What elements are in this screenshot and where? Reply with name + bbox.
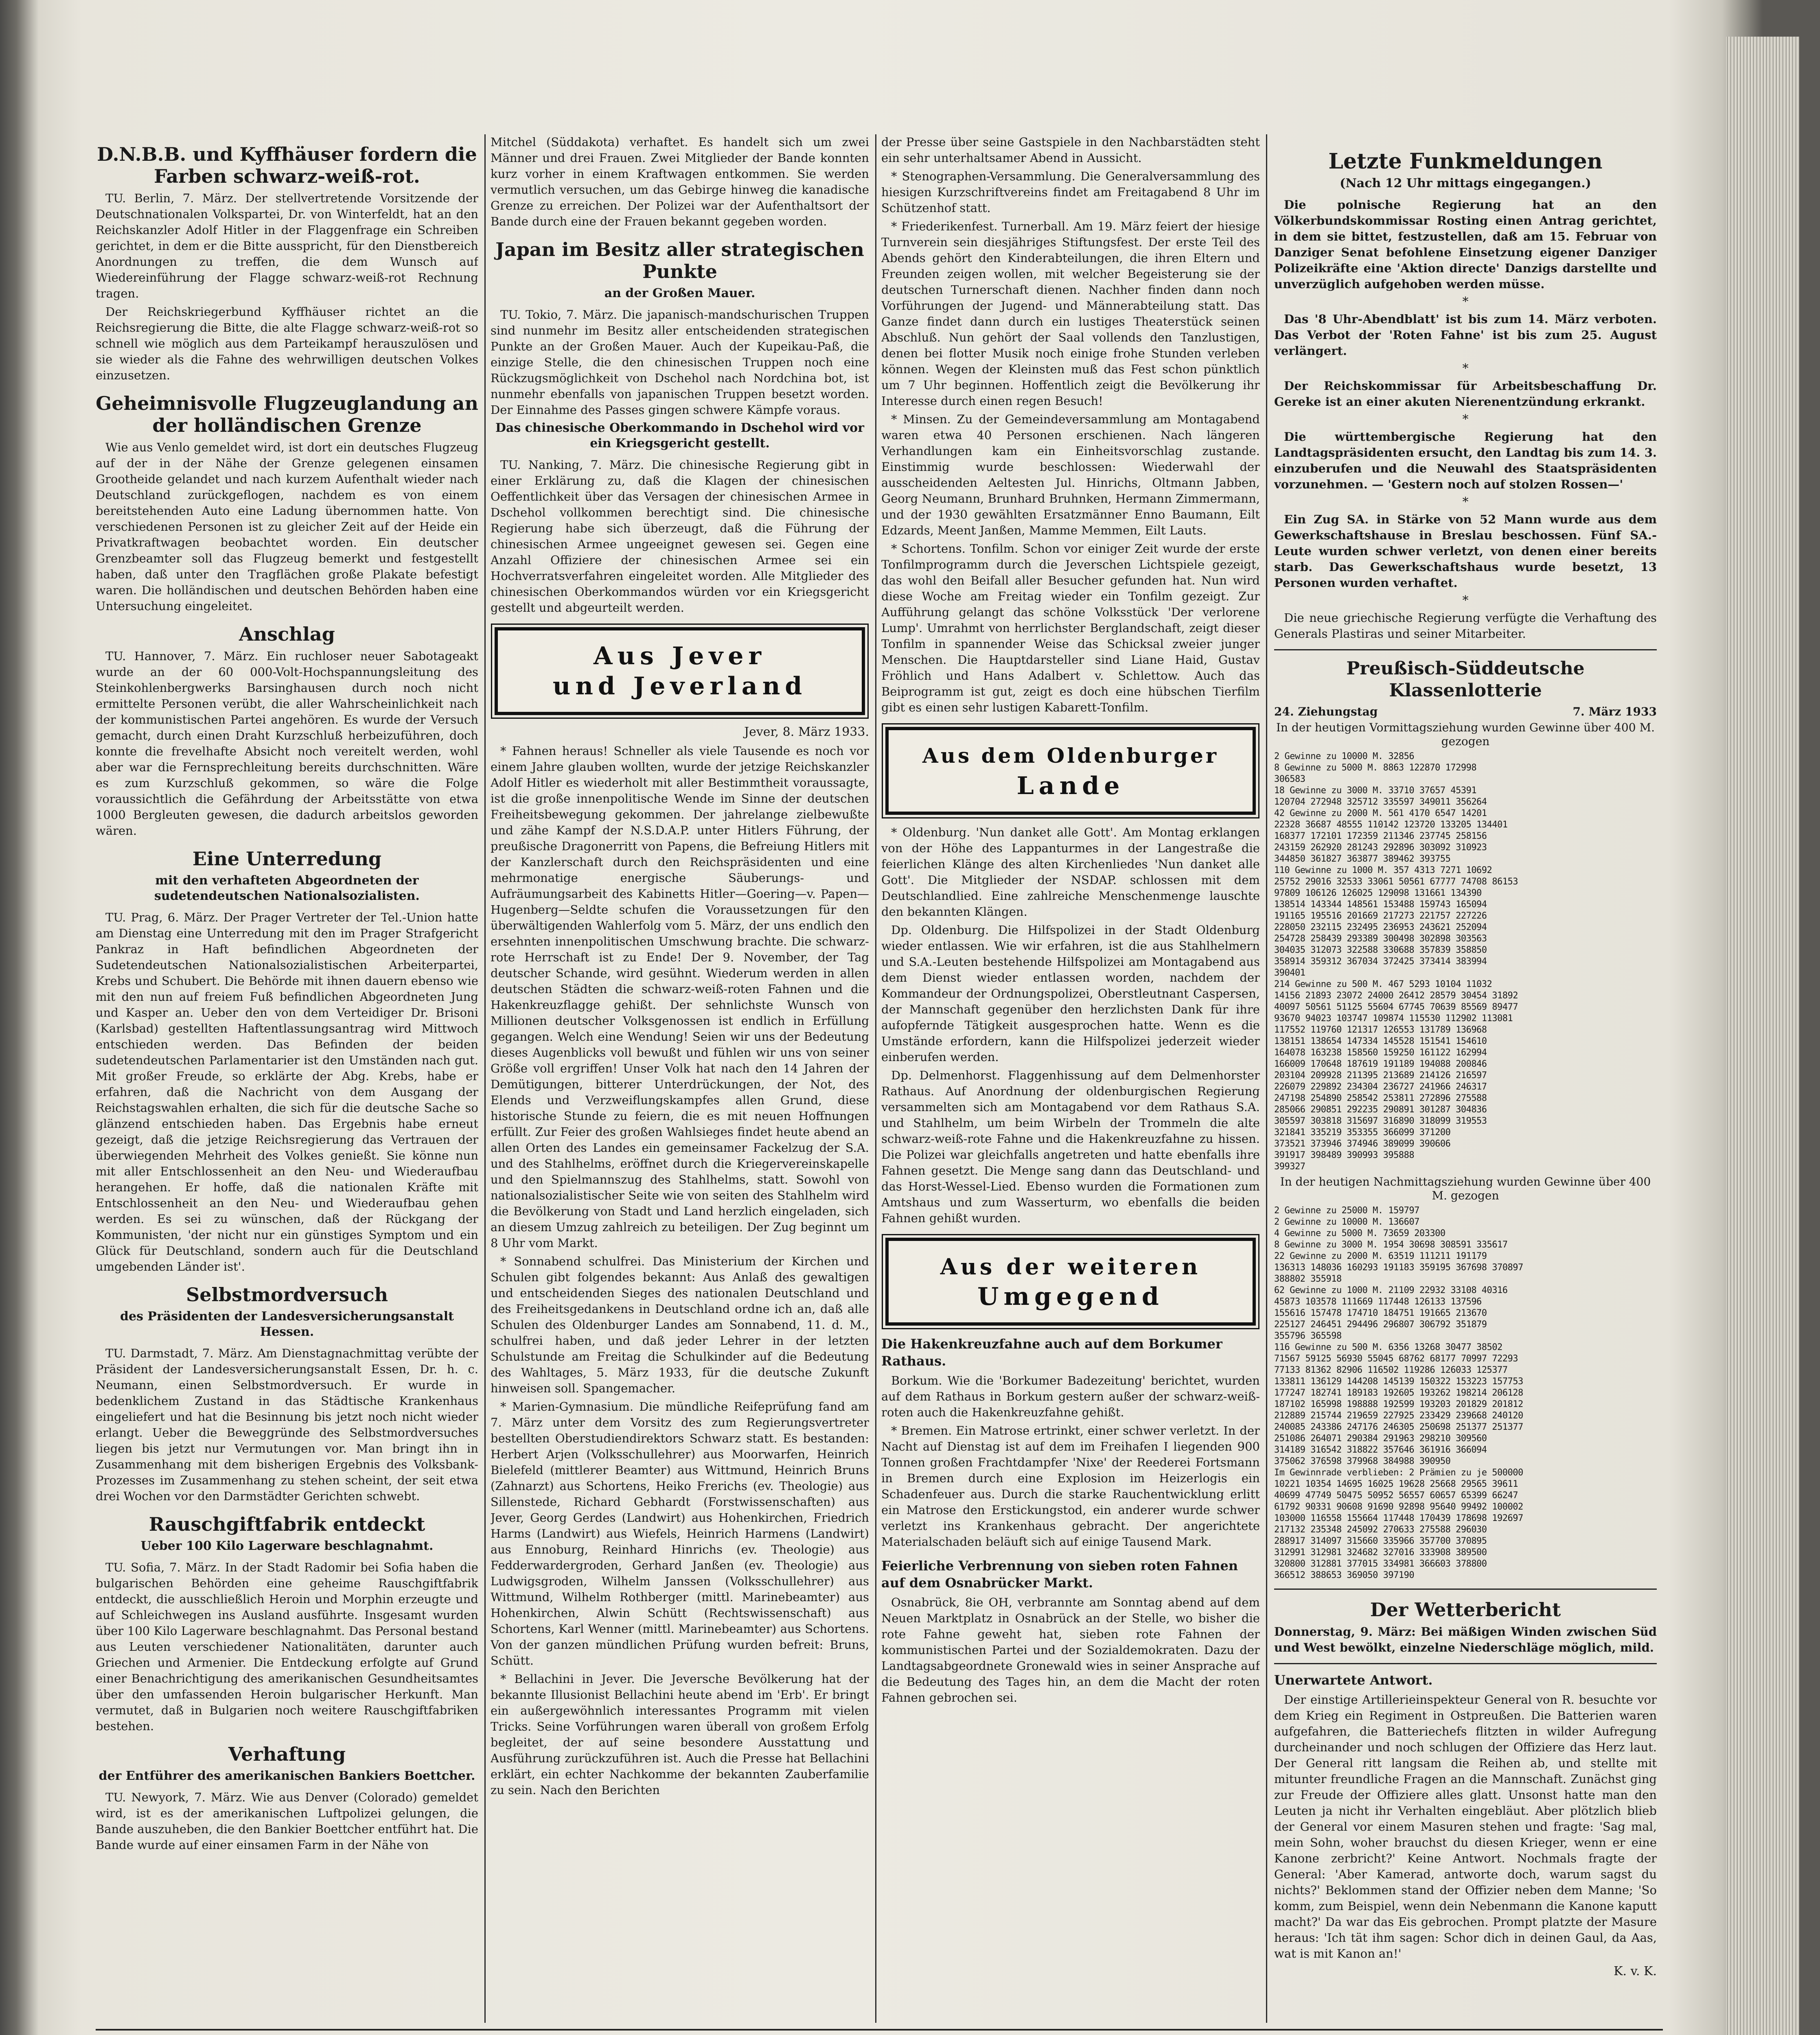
lottery-line: 243159 262920 281243 292896 303092 310923 [1274, 842, 1487, 853]
section-rule [1274, 1589, 1657, 1590]
lottery-line: 191165 195516 201669 217273 221757 227226 [1274, 911, 1487, 921]
lottery-line: 10221 10354 14695 16025 19628 25668 29565 39611 [1274, 1479, 1518, 1489]
subheadline: Feierliche Verbrennung von sieben roten Fahnen auf dem Osnabrücker Markt. [881, 1558, 1238, 1591]
lottery-line: 391917 398489 390993 395888 [1274, 1150, 1415, 1160]
bottom-rule [96, 2029, 1663, 2031]
story-title: Unerwartete Antwort. [1274, 1672, 1433, 1688]
headline-unterredung: Eine Unterredung [192, 848, 382, 870]
lottery-line: 138151 138654 147334 145528 151541 154610 [1274, 1036, 1487, 1046]
lottery-line: 285066 290851 292235 290891 301287 304836 [1274, 1105, 1487, 1115]
page-edge-stack [1726, 37, 1799, 2035]
lottery-line: 4 Gewinne zu 5000 M. 73659 203300 [1274, 1228, 1445, 1239]
article-paragraph: Der Reichskriegerbund Kyffhäuser richtet an die Reichsregierung die Bitte, die alte Flagge schwarz-weiß-rot so schnell wie möglich aus dem Parteikampf herauszulösen und sie wieder als die Fahne des wehrwilligen deutschen Volkes einzusetzen. [96, 305, 478, 382]
lottery-line: 2 Gewinne zu 25000 M. 159797 [1274, 1206, 1419, 1216]
section-header-line: Lande [1016, 772, 1125, 800]
article-paragraph: * Bellachini in Jever. Die Jeversche Bevölkerung hat der bekannte Illusionist Bellachini heute abend im 'Erb'. Er bringt ein außergewöhnlich interessantes Programm mit vielen Tricks. Seine Vorführungen waren überall von großem Erfolg begleitet, der auf seine besondere Ausstattung und Ausführung zurückzuführen ist. Auch die Presse hat Bellachini erklärt, ein echter Nachkomme der bekannten Zauberfamilie zu sein. Nach den Berichten [491, 1672, 869, 1797]
article-paragraph: TU. Berlin, 7. März. Der stellvertretende Vorsitzende der Deutschnationalen Volkspartei, Dr. von Winterfeldt, hat an den Reichskanzler Adolf Hitler in der Flaggenfrage ein Schreiben gerichtet, in dem er die Bitte ausspricht, für den Dienstbereich Anordnungen zu treffen, die dem Wunsch auf Wiedereinführung der Flagge schwarz-weiß-rot Rechnung tragen. [96, 191, 478, 300]
section-header-umgegend [885, 1238, 1256, 1326]
article-paragraph: * Oldenburg. 'Nun danket alle Gott'. Am Montag erklangen von der Höhe des Lappanturmes in der Langestraße die feierlichen Klänge des alten Kirchenliedes 'Nun danket alle Gott'. Die Mitglieder der NSDAP. schlossen mit dem Deutschlandlied. Eine zahlreiche Menschenmenge lauschte den bekannten Klängen. [881, 825, 1260, 919]
lottery-line: 254728 258439 293389 300498 302898 303563 [1274, 934, 1487, 944]
headline-anschlag: Anschlag [239, 623, 335, 645]
separator-star: * [1462, 593, 1469, 608]
section-rule [1274, 649, 1657, 650]
headline-funkmeldungen: Letzte Funkmeldungen [1328, 149, 1603, 174]
lottery-line: 168377 172101 172359 211346 237745 258156 [1274, 831, 1487, 841]
article-paragraph: TU. Prag, 6. März. Der Prager Vertreter der Tel.-Union hatte am Dienstag eine Unterredung mit den im Prager Strafgericht Pankraz in Haft befindlichen Abgeordneten der Sudetendeutschen Nationalsozialistischen Arbeiterpartei, Krebs und Schubert. Die Behörde mit ihnen dauern ebenso wie mit den nun auf freiem Fuß befindlichen Abgeordneten Jung und Kasper an. Ueber den von dem Verteidiger Dr. Brisoni (Karlsbad) gestellten Haftentlassungsantrag wird Mittwoch entschieden werden. Das Befinden der beiden sudetendeutschen Parlamentarier ist den Umständen nach gut. Mit großer Freude, so erklärte der Abg. Krebs, habe er erfahren, daß die Nachricht von dem Ausgang der Reichstagswahlen erhalten, die sich für die deutsche Sache so glänzend entschieden haben. Das Ergebnis habe erneut gezeigt, daß die jetzige Reichsregierung das Vertrauen der überwiegenden Mehrheit des Volkes genießt. Sie könne nun mit aller Entschlossenheit an den Neu- und Wiederaufbau herangehen. Er hoffe, daß die nationalen Kräfte mit Entschlossenheit an den Neu- und Wiederaufbau gehen werden. Es sei zu wünschen, daß der Rückgang der Kommunisten, 'der nicht nur ein günstiges Symptom und ein Glück für Deutschland, sondern auch für die Deutschland umgebenden Länder ist'. [96, 910, 478, 1274]
separator-star: * [1462, 495, 1469, 509]
lottery-line: 40699 47749 50475 50952 56557 60657 65399 66247 [1274, 1490, 1518, 1501]
article-paragraph: Dp. Delmenhorst. Flaggenhissung auf dem Delmenhorster Rathaus. Auf Anordnung der oldenburgischen Regierung versammelten sich am Montagabend vor dem Rathaus S.A. und Stahlhelm, um beim Wirbeln der Trommeln die alte schwarz-weiß-rote Fahne und die Hakenkreuzfahne zu hissen. Die Polizei war gleichfalls angetreten und hatte ebenfalls ihre Fahnen gesetzt. Die Menge sang dann das Deutschland- und das Horst-Wessel-Lied. Ebenso wurden die Formationen zum Amtshaus und zum Wasserturm, wo ebenfalls die beiden Fahnen gehißt wurden. [881, 1068, 1260, 1225]
separator-star: * [1462, 295, 1469, 309]
lottery-date: 7. März 1933 [1573, 705, 1657, 718]
lottery-line: 136313 148036 160293 191183 359195 367698 370897 [1274, 1263, 1523, 1273]
lottery-line: 42 Gewinne zu 2000 M. 561 4170 6547 14201 [1274, 808, 1487, 818]
column-rule [484, 134, 486, 2023]
subheadline: Ueber 100 Kilo Lagerware beschlagnahmt. [140, 1539, 434, 1553]
separator-star: * [1462, 412, 1469, 427]
lottery-intro: In der heutigen Nachmittagsziehung wurden Gewinne über 400 M. gezogen [1280, 1175, 1651, 1202]
subheadline: Das chinesische Oberkommando in Dschehol wird vor ein Kriegsgericht gestellt. [495, 421, 864, 451]
separator-star: * [1462, 361, 1469, 376]
headline-verhaftung: Verhaftung [228, 1743, 346, 1765]
lottery-line: 314189 316542 318822 357646 361916 366094 [1274, 1445, 1487, 1455]
section-header-jever [495, 627, 865, 715]
news-item: Die neue griechische Regierung verfügte die Verhaftung des Generals Plastiras und seiner Mitarbeiter. [1274, 611, 1657, 641]
article-paragraph: * Marien-Gymnasium. Die mündliche Reifeprüfung fand am 7. März unter dem Vorsitz des zum Regierungsvertreter bestellten Oberstudiendirektors Schwarz statt. Es bestanden: Herbert Arjen (Volksschullehrer) aus Moorwarfen, Heinrich Bielefeld (mittlerer Beamter) aus Wittmund, Heinrich Bruns (Zahnarzt) aus Schortens, Heiko Frerichs (ev. Theologie) aus Sillenstede, Richard Gebhardt (Forstwissenschaften) aus Jever, Georg Gerdes (Landwirt) aus Hohenkirchen, Friedrich Harms (Landwirt) aus Wiefels, Heinrich Harmens (Landwirt) aus Ennoburg, Reinhard Hinrichs (ev. Theologie) aus Fedderwardergroden, Gerhard Janßen (ev. Theologie) aus Ludwigsgroden, Wilhelm Janssen (Volksschullehrer) aus Wittmund, Wilhelm Rothberger (mittl. Marinebeamter) aus Hohenkirchen, Alwin Schütt (Rechtswissenschaft) aus Schortens, Karl Wenner (mittl. Marinebeamter) aus Schortens. Von der ganzen mündlichen Prüfung wurden befreit: Bruns, Schütt. [491, 1400, 869, 1667]
column-1 [96, 134, 478, 2023]
lottery-line: 373521 373946 374946 389099 390606 [1274, 1139, 1451, 1149]
article-paragraph: * Stenographen-Versammlung. Die Generalversammlung des hiesigen Kurzschriftvereins findet am Freitagabend 8 Uhr im Schützenhof statt. [881, 169, 1260, 215]
dateline: Jever, 8. März 1933. [744, 725, 869, 739]
headline-rauschgiftfabrik: Rauschgiftfabrik entdeckt [149, 1513, 425, 1535]
article-paragraph: TU. Darmstadt, 7. März. Am Dienstagnachmittag verübte der Präsident der Landesversicherungsanstalt Essen, Dr. h. c. Neumann, einen Selbstmordversuch. Er wurde in bedenklichem Zustand in das Städtische Krankenhaus eingeliefert und hat die Besinnung bis jetzt noch nicht wieder erlangt. Ueber die Beweggründe des Selbstmordversuches liegen bis jetzt nur Vermutungen vor. Man bringt ihn in Zusammenhang mit dem bisherigen Ergebnis des Volksbank-Prozesses im Zusammenhang zu stehen scheint, der seit etwa drei Wochen vor den Darmstädter Gerichten schwebt. [96, 1346, 478, 1503]
subheadline: mit den verhafteten Abgeordneten der sudetendeutschen Nationalsozialisten. [154, 873, 420, 903]
lottery-line: 166009 170648 187619 191189 194088 200846 [1274, 1059, 1487, 1069]
lottery-line: 203104 209928 211395 213689 214126 216597 [1274, 1070, 1487, 1081]
section-header-line: und Jeverland [552, 672, 807, 700]
news-item: Der Reichskommissar für Arbeitsbeschaffung Dr. Gereke ist an einer akuten Nierenentzündung erkrankt. [1274, 379, 1657, 409]
lottery-draw-day: 24. Ziehungstag [1274, 705, 1378, 718]
lottery-line: Im Gewinnrade verblieben: 2 Prämien zu je 500000 [1274, 1468, 1523, 1478]
lottery-line: 61792 90331 90608 91690 92898 95640 99492 100002 [1274, 1502, 1523, 1512]
lottery-line: 214 Gewinne zu 500 M. 467 5293 10104 11032 [1274, 979, 1492, 989]
lottery-line: 2 Gewinne zu 10000 M. 136607 [1274, 1217, 1419, 1227]
lottery-line: 366512 388653 369050 397190 [1274, 1570, 1415, 1580]
article-paragraph: * Fahnen heraus! Schneller als viele Tausende es noch vor einem Jahre glauben wollten, wurde der jetzige Reichskanzler Adolf Hitler es wiederholt mit aller Bestimmtheit voraussagte, ist die große innenpolitische Wende im Sinne der deutschen Freiheitsbewegung gekommen. Der jahrelange zielbewußte und zähe Kampf der N.S.D.A.P. unter Hitlers Führung, der preußische Dragonerritt von Papens, die Befreiung Hitlers mit der Kanzlerschaft durch den Reichspräsidenten und eine mehrmonatige energische Säuberungs- und Aufräumungsarbeit des Kabinetts Hitler—Goering—v. Papen—Hugenberg—Seldte schufen die Voraussetzungen für den überwältigenden Wahlerfolg vom 5. März, der uns endlich den ersehnten innenpolitischen Umschwung brachte. Die schwarz-rote Herrschaft ist zu Ende! Der 9. November, der Tag deutscher Schande, wird gesühnt. Wiederum werden in allen deutschen Städten die schwarz-weiß-roten Fahnen und die Hakenkreuzflagge gehißt. Der sehnlichste Wunsch von Millionen deutscher Volksgenossen ist endlich in Erfüllung gegangen. Welch eine Wendung! Seien wir uns der Bedeutung dieses Augenblicks voll bewußt und fühlen wir uns von seiner Größe voll ergriffen! Unser Volk hat nach den 14 Jahren der Demütigungen, bitterer Unterdrückungen, der Not, des Elends und Verzweiflungskampfes allen Grund, diese historische Stunde zu feiern, die es mit neuen Hoffnungen erfüllt. Zur Feier des großen Wahlsieges findet heute abend an allen Orten des Landes ein gemeinsamer Fackelzug der S.A. und des Stahlhelms, eröffnet durch die Kriegervereinskapelle und den Spielmannszug des Stahlhelms, statt. Sowohl von nationalsozialistischer Seite wie von seiten des Stahlhelm wird die Bevölkerung von Stadt und Land herzlich eingeladen, sich an diesem Umzug zahlreich zu beteiligen. Der Zug beginnt um 8 Uhr vom Markt. [491, 744, 869, 1250]
lottery-line: 240085 243386 247176 246305 250698 251377 251377 [1274, 1422, 1523, 1432]
lottery-line: 358914 359312 367034 372425 373414 383994 [1274, 956, 1487, 967]
lottery-line: 187102 165998 198888 192599 193203 201829 201812 [1274, 1399, 1523, 1409]
article-paragraph: * Minsen. Zu der Gemeindeversammlung am Montagabend waren etwa 40 Personen erschienen. Nach längeren Verhandlungen kam ein Einheitsvorschlag zustande. Einstimmig wurde beschlossen: Wiederwahl der ausscheidenden Aeltesten Jul. Hinrichs, Oltmann Jabben, Georg Neumann, Brunhard Bruhnken, Hermann Zimmermann, und der 1930 gewählten Ersatzmänner Enno Baumann, Eilt Edzards, Meent Janßen, Mamme Memmen, Eilt Lauts. [881, 412, 1260, 537]
column-3 [881, 134, 1260, 2023]
lottery-line: 344850 361827 363877 389462 393755 [1274, 854, 1451, 864]
article-paragraph: Mitchel (Süddakota) verhaftet. Es handelt sich um zwei Männer und drei Frauen. Zwei Mitglieder der Bande konnten kurz vorher in einem Kraftwagen entkommen. Sie werden vermutlich versuchen, um das Gebirge hinweg die kanadische Grenze zu erreichen. Der Polizei war der Aufenthaltsort der Bande durch eine der Frauen bekannt gegeben worden. [491, 135, 869, 228]
lottery-line: 62 Gewinne zu 1000 M. 21109 22932 33108 40316 [1274, 1285, 1508, 1295]
lottery-line: 375062 376598 379968 384988 390950 [1274, 1456, 1451, 1466]
lottery-line: 226079 229892 234304 236727 241966 246317 [1274, 1082, 1487, 1092]
lottery-line: 320800 312881 377015 334981 366603 378800 [1274, 1559, 1487, 1569]
lottery-line: 305597 303818 315697 316890 318099 319553 [1274, 1116, 1487, 1126]
lottery-line: 399327 [1274, 1162, 1305, 1172]
lottery-line: 103000 116558 155664 117448 170439 178698 192697 [1274, 1513, 1523, 1523]
lottery-line: 212889 215744 219659 227925 233429 239668 240120 [1274, 1411, 1523, 1421]
article-paragraph: TU. Hannover, 7. März. Ein ruchloser neuer Sabotageakt wurde an der 60 000-Volt-Hochspannungsleitung des Steinkohlenbergwerks Barsinghausen durch noch nicht ermittelte Personen verübt, die aller Wahrscheinlichkeit nach der kommunistischen Partei angehören. Es wurde der Versuch gemacht, durch einen Draht Kurzschluß herbeizuführen, doch konnte die frevelhafte Absicht noch vereitelt werden, wohl aber war die Fernsprechleitung bereits durchschnitten. Wäre es zum Kurzschluß gekommen, so wäre die Folge voraussichtlich die Gefährdung der Arbeitsstätte von etwa 1000 Bergleuten gewesen, die dadurch arbeitslos geworden wären. [96, 649, 478, 838]
lottery-line: 40097 50561 51125 55604 67745 70639 85569 89477 [1274, 1002, 1518, 1012]
lottery-line: 18 Gewinne zu 3000 M. 33710 37657 45391 [1274, 786, 1477, 796]
news-item: Ein Zug SA. in Stärke von 52 Mann wurde aus dem Gewerkschaftshause in Breslau beschossen. Fünf SA.-Leute wurden schwer verletzt, von denen einer bereits starb. Das Gewerkschaftshaus wurde besetzt, 13 Personen wurden verhaftet. [1274, 512, 1657, 590]
lottery-meta [1274, 705, 1657, 718]
lottery-line: 77133 81362 82906 116502 119286 126033 125377 [1274, 1365, 1508, 1375]
section-header-line: Aus Jever [593, 642, 767, 670]
lottery-line: 306583 [1274, 774, 1305, 784]
lottery-line: 288917 314097 315660 335966 357700 370895 [1274, 1536, 1487, 1546]
headline-flugzeuglandung: Geheimnisvolle Flugzeuglandung an der holländischen Grenze [96, 392, 478, 436]
lottery-line: 388802 355918 [1274, 1274, 1342, 1284]
lottery-line: 93670 94023 103747 109874 115530 112902 113081 [1274, 1013, 1513, 1024]
section-header-line: Aus dem Oldenburger [922, 744, 1219, 768]
lottery-line: 133811 136129 144208 145139 150322 153223 157753 [1274, 1376, 1523, 1387]
column-2 [491, 134, 869, 2023]
lottery-line: 25752 29016 32533 33061 50561 67777 74708 86153 [1274, 877, 1518, 887]
weather-text: Donnerstag, 9. März: Bei mäßigen Winden zwischen Süd und West bewölkt, einzelne Niederschläge möglich, mild. [1274, 1625, 1657, 1654]
lottery-line: 8 Gewinne zu 3000 M. 1954 30698 308591 335617 [1274, 1240, 1508, 1250]
story-text: Der einstige Artillerieinspekteur General von R. besuchte vor dem Krieg ein Regiment in Ostpreußen. Die Batterien waren aufgefahren, die Batteriechefs flitzten in wilder Aufregung durcheinander und noch schlugen der Offiziere das Herz laut. Der General ritt langsam die Reihen ab, und stellte mit mitunter freundliche Fragen an die Mannschaft. Zunächst ging zur Freude der Offiziere alles glatt. Unsonst hatte man den Leuten ja nicht ihr Verhalten eingebläut. Aber plötzlich blieb der General vor einem Masuren stehen und fragte: 'Sag mal, mein Sohn, woher brauchst du diesen Krieger, wenn er eine Kanone zerbricht?' Keine Antwort. Nochmals fragte der General: 'Aber Kamerad, antworte doch, warum sagst du nichts?' Beklommen stand der Offizier neben dem Manne; 'So komm, zum Beispiel, wenn dein Nebenmann die Kanone kaputt macht?' Da war das Eis gebrochen. Prompt platzte der Masure heraus: 'Ich tät ihm sagen: Schor dich in deinen Gaul, da Aas, wat is mit Kanon an!' [1274, 1693, 1657, 1961]
lottery-line: 321841 335219 353355 366099 371200 [1274, 1127, 1451, 1138]
lottery-line: 22328 36687 48555 110142 123720 133205 134401 [1274, 820, 1508, 830]
lottery-line: 225127 246451 294496 296807 306792 351879 [1274, 1319, 1487, 1330]
lottery-line: 355796 365598 [1274, 1331, 1342, 1341]
lottery-line: 164078 163238 158560 159250 161122 162994 [1274, 1048, 1487, 1058]
lottery-line: 228050 232115 232495 236953 243621 252094 [1274, 922, 1487, 932]
column-rule [875, 134, 876, 2023]
article-paragraph: * Friederikenfest. Turnerball. Am 19. März feiert der hiesige Turnverein sein diesjähriges Stiftungsfest. Der erste Teil des Abends gehört den Kinderabteilungen, die ihren Eltern und Freunden zeigen wollen, mit welcher Begeisterung sie der deutschen Turnerschaft dienen. Nachher finden dann noch Vorführungen der Jugend- und Männerabteilung statt. Das Ganze findet dann durch ein lustiges Theaterstück seinen Abschluß. Nun gehört der Saal vollends den Tanzlustigen, denen bei flotter Musik noch einige frohe Stunden verleben können. Wegen der Kleinsten muß das Fest schon pünktlich um 7 Uhr beginnen. Hoffentlich zeigt die Bevölkerung ihr Interesse durch einen regen Besuch! [881, 219, 1260, 408]
article-paragraph: der Presse über seine Gastspiele in den Nachbarstädten steht ein sehr unterhaltsamer Abend in Aussicht. [881, 135, 1260, 165]
lottery-line: 22 Gewinne zu 2000 M. 63519 111211 191179 [1274, 1251, 1487, 1261]
lottery-line: 110 Gewinne zu 1000 M. 357 4313 7271 10692 [1274, 865, 1492, 875]
lottery-line: 2 Gewinne zu 10000 M. 32856 [1274, 751, 1415, 761]
article-paragraph: * Schortens. Tonfilm. Schon vor einiger Zeit wurde der erste Tonfilmprogramm durch die Jeverschen Lichtspiele gezeigt, das wohl den Beifall aller Besucher gefunden hat. Nun wird diese Woche am Freitag wieder ein Tonfilm gezeigt. Zur Aufführung gelangt das schöne Volksstück 'Der verlorene Lump'. Umrahmt von herrlichster Berglandschaft, zeigt dieser Tonfilm in spannender Weise das Schicksal zweier junger Menschen. Die Hauptdarsteller sind Liane Haid, Gustav Fröhlich und Hans Adalbert v. Schlettow. Auch das Beiprogramm ist gut, zeigt es doch eine hübschen Tierfilm gibt es einen sehr lustigen Kabarett-Tonfilm. [881, 542, 1260, 714]
lottery-line: 177247 182741 189183 192605 193262 198214 206128 [1274, 1388, 1523, 1398]
lottery-line: 312991 312981 324682 327016 333908 389500 [1274, 1547, 1487, 1558]
lottery-line: 247198 254890 258542 253811 272896 275588 [1274, 1093, 1487, 1103]
lottery-line: 97809 106126 126025 129098 131661 134390 [1274, 888, 1482, 898]
subheadline: der Entführer des amerikanischen Bankiers Boettcher. [99, 1769, 475, 1783]
lottery-line: 45873 103578 111669 117448 126133 137596 [1274, 1297, 1482, 1307]
lottery-line: 116 Gewinne zu 500 M. 6356 13268 30477 38502 [1274, 1342, 1502, 1352]
column-4 [1274, 134, 1657, 2023]
article-paragraph: TU. Sofia, 7. März. In der Stadt Radomir bei Sofia haben die bulgarischen Behörden eine geheime Rauschgiftfabrik entdeckt, die ausschließlich Heroin und Morphin erzeugte und auf Schleichwegen ins Ausland ausführte. Insgesamt wurden über 100 Kilo Lagerware beschlagnahmt. Das Personal bestand aus Leuten verschiedener Nationalitäten, darunter auch Griechen und Armenier. Die Entdeckung erfolgte auf Grund einer Benachrichtigung des amerikanischen Gesundheitsamtes über den umfassenden Heroin bulgarischer Herkunft. Man vermutet, daß in Bulgarien noch weitere Rauschgiftfabriken bestehen. [96, 1560, 478, 1733]
lottery-list-morning [1274, 751, 1657, 1173]
article-paragraph: Dp. Oldenburg. Die Hilfspolizei in der Stadt Oldenburg wieder entlassen. Wie wir erfahren, ist die aus Stahlhelmern und S.A.-Leuten bestehende Hilfspolizei am Montagabend aus dem Dienst wieder entlassen worden, nachdem der Kommandeur der Ordnungspolizei, Oberstleutnant Caspersen, der Mannschaft gegenüber den herzlichsten Dank für ihre aufopfernde Tätigkeit ausgesprochen hatte. Wenn es die Umstände erfordern, kann die Hilfspolizei jederzeit wieder einberufen werden. [881, 923, 1260, 1064]
article-paragraph: TU. Tokio, 7. März. Die japanisch-mandschurischen Truppen sind nunmehr im Besitz aller entscheidenden strategischen Punkte an der Großen Mauer. Auch der Kupeikau-Paß, die einzige Stelle, die den chinesischen Truppen noch eine Rückzugsmöglichkeit von Dschehol nach Nordchina bot, ist nunmehr ebenfalls von japanischen Truppen besetzt worden. Der Einnahme des Passes gingen schwere Kämpfe voraus. [491, 308, 869, 417]
lottery-line: 138514 143344 148561 153488 159743 165094 [1274, 899, 1487, 910]
article-paragraph: * Sonnabend schulfrei. Das Ministerium der Kirchen und Schulen gibt folgendes bekannt: Aus Anlaß des gewaltigen und entscheidenden Sieges des nationalen Deutschland und des Freiheitsgedankens in Deutschland ordne ich an, daß alle Schulen des Oldenburger Landes am Sonnabend, 11. d. M., schulfrei haben, und daß jeder Lehrer in der letzten Schulstunde am Freitag die Schulkinder auf die Bedeutung des Wahltages, 5. März 1933, für die deutsche Zukunft hinweisen soll. Spangemacher. [491, 1254, 869, 1395]
lottery-line: 251086 264071 290384 291963 298210 309560 [1274, 1433, 1487, 1444]
article-paragraph: TU. Newyork, 7. März. Wie aus Denver (Colorado) gemeldet wird, ist es der amerikanischen Luftpolizei gelungen, die Bande auszuheben, die den Bankier Boettcher entführt hat. Die Bande wurde auf einer einsamen Farm in der Nähe von [96, 1790, 478, 1852]
lottery-intro: In der heutigen Vormittagsziehung wurden Gewinne über 400 M. gezogen [1276, 721, 1655, 748]
article-paragraph: Wie aus Venlo gemeldet wird, ist dort ein deutsches Flugzeug auf der in der Nähe der Grenze gelegenen einsamen Grootheide gelandet und nach kurzem Aufenthalt wieder nach Deutschland zurückgeflogen, nachdem es von einem bereitstehenden Auto eine Ladung übernommen hatte. Von verschiedenen Personen ist zu gleicher Zeit auf der Heide ein Privatkraftwagen beobachtet worden. Ein deutscher Grenzbeamter soll das Flugzeug bemerkt und festgestellt haben, daß unter den Tragflächen große Plakate befestigt waren. Die holländischen und deutschen Behörden haben eine Untersuchung eingeleitet. [96, 440, 478, 613]
article-paragraph: * Bremen. Ein Matrose ertrinkt, einer schwer verletzt. In der Nacht auf Dienstag ist auf dem im Freihafen I liegenden 900 Tonnen großen Frachtdampfer 'Nixe' der Reederei Fortsmann in Bremen durch eine Explosion im Heizerlogis ein Schadenfeuer aus. Durch die starke Rauchentwicklung erlitt ein Matrose den Erstickungstod, ein anderer wurde schwer verletzt ins Krankenhaus gebracht. Der angerichtete Materialschaden beläuft sich auf einige Tausend Mark. [881, 1424, 1260, 1549]
lottery-line: 120704 272948 325712 335597 349011 356264 [1274, 797, 1487, 807]
column-rule [1266, 134, 1267, 2023]
lottery-line: 14156 21893 23072 24000 26412 28579 30454 31892 [1274, 991, 1518, 1001]
headline-wetterbericht: Der Wetterbericht [1370, 1599, 1561, 1621]
lottery-list-afternoon [1274, 1205, 1657, 1581]
section-header-line: Umgegend [977, 1282, 1164, 1311]
subheadline: an der Großen Mauer. [604, 286, 756, 300]
lottery-line: 117552 119760 121317 126553 131789 136968 [1274, 1025, 1487, 1035]
subheadline: (Nach 12 Uhr mittags eingegangen.) [1340, 176, 1591, 190]
lottery-line: 217132 235348 245092 270633 275588 296030 [1274, 1525, 1487, 1535]
article-paragraph: Borkum. Wie die 'Borkumer Badezeitung' berichtet, wurden auf dem Rathaus in Borkum gestern außer der schwarz-weiß-roten auch die Hakenkreuzfahne gehißt. [881, 1374, 1260, 1419]
lottery-results [1274, 658, 1657, 1581]
article-paragraph: TU. Nanking, 7. März. Die chinesische Regierung gibt in einer Erklärung zu, daß die Klagen der chinesischen Oeffentlichkeit über das Versagen der chinesischen Armee in Dschehol vollkommen berechtigt sind. Die chinesische Regierung habe sich überzeugt, daß die Führung der chinesischen Armee ungeeignet gewesen sei. Gegen eine Anzahl Offiziere der chinesischen Armee sei ein Hochverratsverfahren eingeleitet worden. Alle Mitglieder des chinesischen Oberkommandos würden vor ein Kriegsgericht gestellt und abgeurteilt werden. [491, 458, 869, 615]
news-item: Die württembergische Regierung hat den Landtagspräsidenten ersucht, den Landtag bis zum 14. 3. einzuberufen und die Neuwahl des Staatspräsidenten vorzunehmen. — 'Gestern noch auf stolzen Rossen—' [1274, 430, 1657, 491]
lottery-line: 390401 [1274, 968, 1305, 978]
news-item: Das '8 Uhr-Abendblatt' ist bis zum 14. März verboten. Das Verbot der 'Roten Fahne' ist bis zum 25. August verlängert. [1274, 312, 1657, 358]
lottery-line: 8 Gewinne zu 5000 M. 8863 122870 172998 [1274, 763, 1477, 773]
lottery-line: 155616 157478 174710 184751 191665 213670 [1274, 1308, 1487, 1318]
story-signature: K. v. K. [1614, 1964, 1657, 1978]
section-header-oldenburg [885, 727, 1256, 815]
headline-selbstmordversuch: Selbstmordversuch [186, 1284, 388, 1306]
subheadline: Die Hakenkreuzfahne auch auf dem Borkumer Rathaus. [881, 1336, 1222, 1369]
lottery-line: 304035 312073 322588 330688 357839 358850 [1274, 945, 1487, 955]
lottery-line: 71567 59125 56930 55045 68762 68177 70997 72293 [1274, 1354, 1518, 1364]
section-rule [1274, 1663, 1657, 1664]
section-header-line: Aus der weiteren [940, 1254, 1201, 1280]
news-item: Die polnische Regierung hat an den Völkerbundskommissar Rosting einen Antrag gerichtet, in dem sie bittet, festzustellen, daß am 15. Februar von Danziger Senat befohlene Einsetzung eigener Danziger Polizeikräfte eine 'Aktion directe' Danzigs darstellte und unverzüglich aufgehoben werden müsse. [1274, 198, 1657, 291]
article-paragraph: Osnabrück, 8ie OH, verbrannte am Sonntag abend auf dem Neuen Marktplatz in Osnabrück an der Stelle, wo bisher die rote Fahne geweht hat, sieben rote Fahnen der kommunistischen Partei und der Sozialdemokraten. Dazu der Landtagsabgeordnete Gronewald wies in seiner Ansprache auf die Bedeutung des Tages hin, an dem die Macht der roten Fahnen gebrochen sei. [881, 1595, 1260, 1705]
headline-japan: Japan im Besitz aller strategischen Punkte [495, 239, 864, 282]
subheadline: des Präsidenten der Landesversicherungsanstalt Hessen. [120, 1309, 454, 1339]
headline-flaggenfrage: D.N.B.B. und Kyffhäuser fordern die Farben schwarz-weiß-rot. [97, 143, 477, 187]
headline-lotterie: Preußisch-Süddeutsche Klassenlotterie [1346, 658, 1585, 701]
